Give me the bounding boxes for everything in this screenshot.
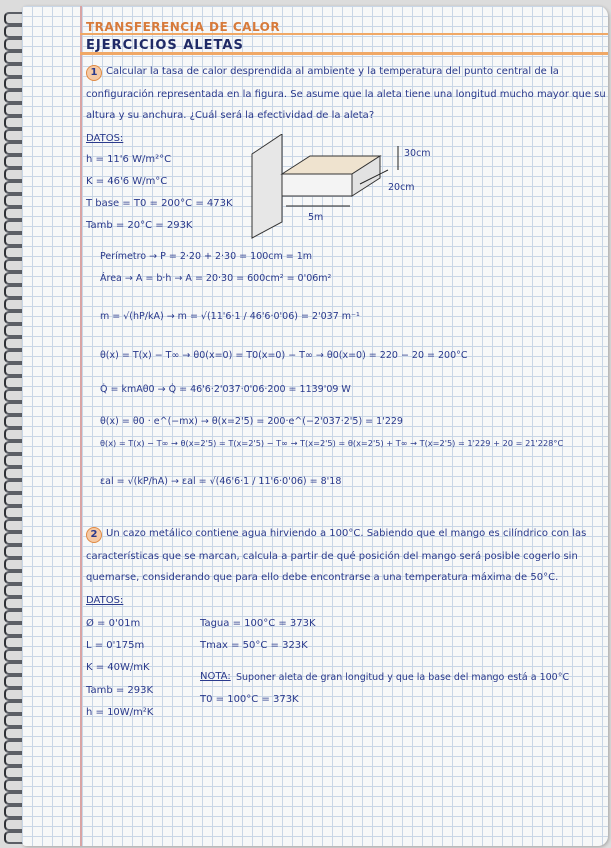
exercise-2-number: 2 (86, 527, 102, 543)
calc-t-x: θ(x) = T(x) − T∞ → θ(x=2'5) = T(x=2'5) − T∞ → T(x=2'5) = θ(x=2'5) + T∞ → T(x=2'5) = 1'229 + 20 = 21'228°C (100, 438, 564, 448)
exercise-2-nota-text: Suponer aleta de gran longitud y que la base del mango está a 100°C (236, 672, 570, 683)
exercise-1-number: 1 (86, 65, 102, 81)
figure-length-label: 5m (308, 212, 324, 223)
exercise-2-dato-h: h = 10W/m²K (86, 707, 154, 718)
exercise-1-statement-line-2: configuración representada en la figura. Se asume que la aleta tiene una longitud mucho mayor que su (86, 89, 606, 100)
exercise-2-statement-line-3: quemarse, considerando que para ello debe encontrarse a una temperatura máxima de 50°C. (86, 572, 559, 583)
fin-figure (250, 134, 440, 243)
exercise-2-statement-line-1: Un cazo metálico contiene agua hirviendo a 100°C. Sabiendo que el mango es cilíndrico con las (106, 528, 587, 539)
calc-theta-x: θ(x) = θ0 · e^(−mx) → θ(x=2'5) = 200·e^(−2'037·2'5) = 1'229 (100, 416, 403, 427)
calc-area: Área → A = b·h → A = 20·30 = 600cm² = 0'06m² (100, 273, 332, 284)
exercise-2-dato-tmax: Tmax = 50°C = 323K (200, 640, 308, 651)
calc-m: m = √(hP/kA) → m = √(11'6·1 / 46'6·0'06) = 2'037 m⁻¹ (100, 311, 360, 322)
exercise-1-dato-tbase: T base = T0 = 200°C = 473K (86, 198, 233, 209)
exercise-2-dato-k: K = 40W/mK (86, 662, 150, 673)
exercise-1-dato-k: K = 46'6 W/m°C (86, 176, 168, 187)
exercise-1-statement-line-1: Calcular la tasa de calor desprendida al ambiente y la temperatura del punto central de la (106, 66, 559, 77)
exercise-2-dato-length: L = 0'175m (86, 640, 145, 651)
calc-perimetro: Perímetro → P = 2·20 + 2·30 = 100cm = 1m (100, 251, 313, 262)
fin-front-face (282, 174, 352, 196)
figure-width-label: 20cm (388, 182, 415, 193)
margin-line (80, 6, 82, 846)
notebook-page (22, 6, 608, 846)
figure-height-label: 30cm (404, 148, 431, 159)
exercise-1-statement-line-3: altura y su anchura. ¿Cuál será la efectividad de la aleta? (86, 110, 375, 121)
exercise-2-nota-value: T0 = 100°C = 373K (200, 694, 299, 705)
course-title: TRANSFERENCIA DE CALOR (86, 20, 281, 34)
calc-effectiveness: εal = √(kP/hA) → εal = √(46'6·1 / 11'6·0'06) = 8'18 (100, 476, 342, 487)
exercise-2-datos-label: DATOS: (86, 595, 124, 606)
wall-shape (252, 134, 282, 238)
exercise-2-statement-line-2: características que se marcan, calcula a partir de qué posición del mango será posible cogerlo sin (86, 551, 578, 562)
section-title: EJERCICIOS ALETAS (86, 38, 244, 53)
exercise-2-dato-tamb: Tamb = 293K (86, 685, 154, 696)
exercise-2-dato-tagua: Tagua = 100°C = 373K (200, 618, 316, 629)
calc-theta0: θ(x) = T(x) − T∞ → θ0(x=0) = T0(x=0) − T∞ → θ0(x=0) = 220 − 20 = 200°C (100, 350, 468, 361)
exercise-1-datos-label: DATOS: (86, 133, 124, 144)
exercise-2-dato-diameter: Ø = 0'01m (86, 618, 141, 629)
exercise-2-nota-label: NOTA: (200, 671, 231, 682)
calc-q: Q̇ = kmAθ0 → Q̇ = 46'6·2'037·0'06·200 = 1139'09 W (100, 384, 351, 395)
exercise-1-dato-h: h = 11'6 W/m²°C (86, 154, 172, 165)
exercise-1-dato-tamb: Tamb = 20°C = 293K (86, 220, 193, 231)
